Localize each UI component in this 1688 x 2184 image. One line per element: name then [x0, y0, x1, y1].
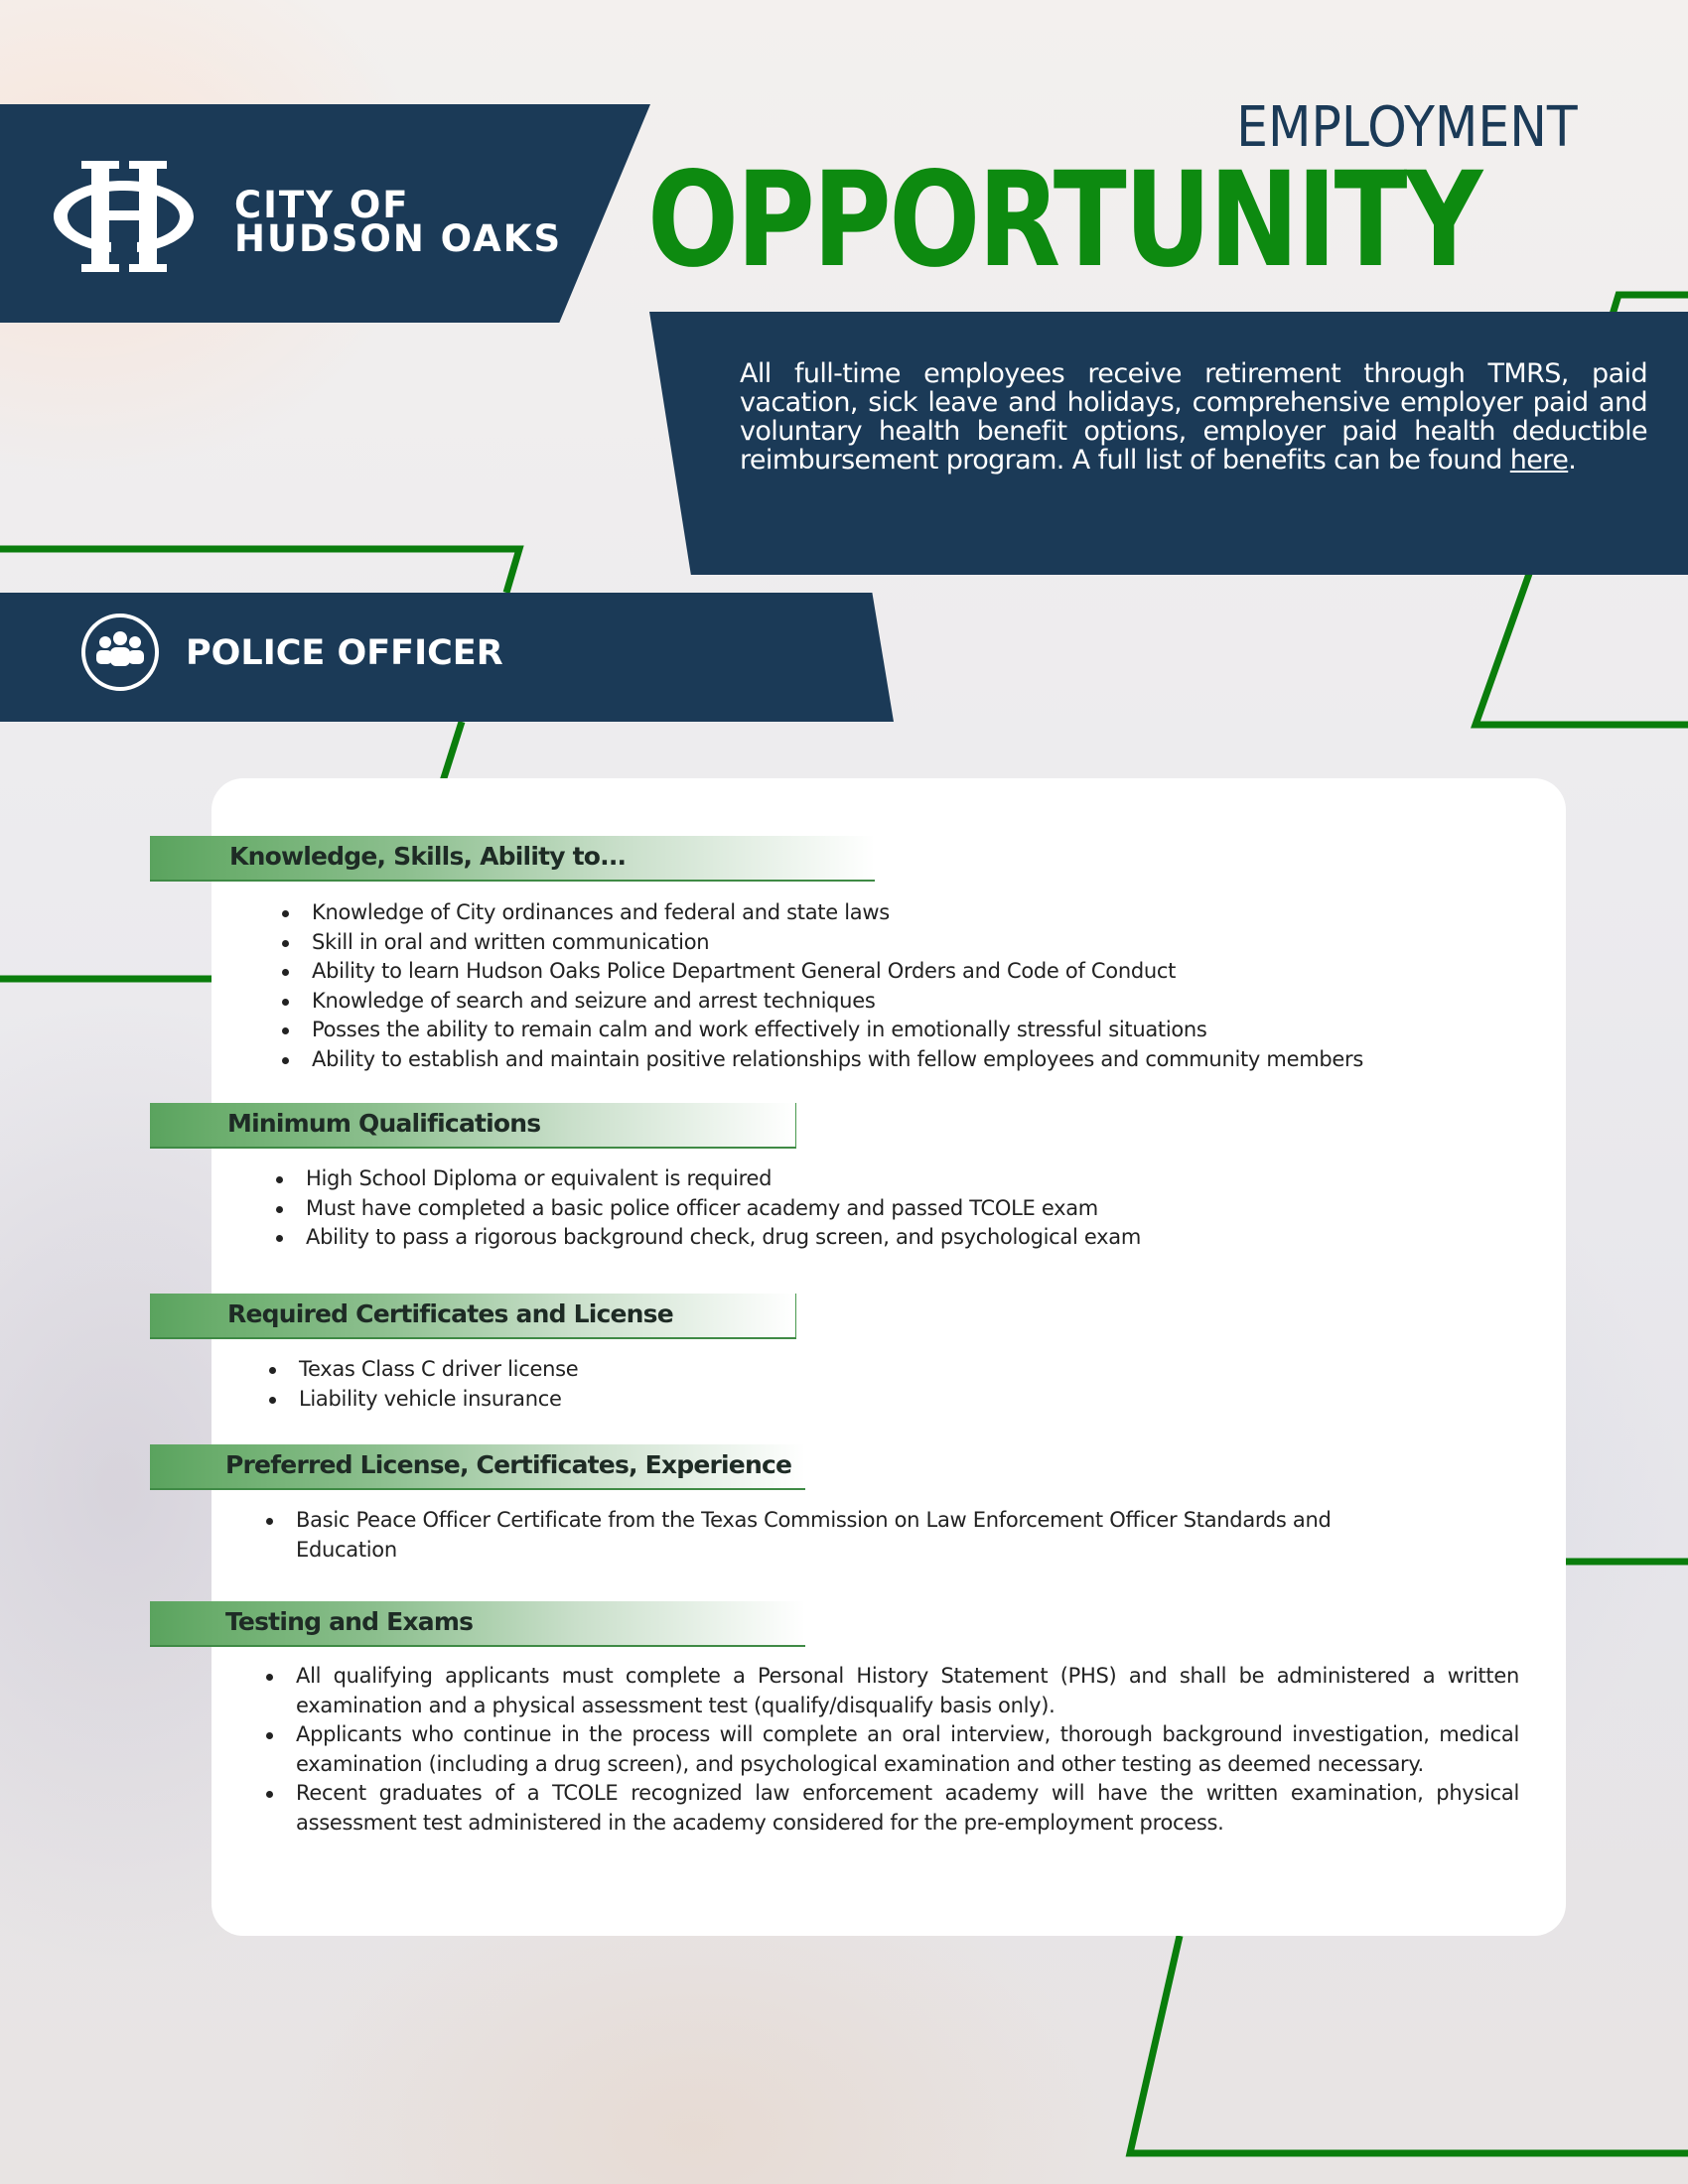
section-header-ksa [150, 836, 875, 882]
required-certificates-list [269, 1355, 1461, 1414]
list-item: Must have completed a basic police officer academy and passed TCOLE exam [276, 1194, 1468, 1224]
benefits-trailing: . [1568, 445, 1577, 476]
ksa-list [282, 898, 1474, 1075]
page-title: OPPORTUNITY [647, 144, 1480, 297]
list-item: High School Diploma or equivalent is required [276, 1164, 1468, 1194]
benefits-text [740, 359, 1647, 475]
minimum-qualifications-list [276, 1164, 1468, 1253]
list-item: Knowledge of City ordinances and federal and state laws [282, 898, 1474, 928]
section-header-required-certificates [150, 1294, 796, 1339]
list-item: Liability vehicle insurance [269, 1385, 1461, 1415]
section-header-preferred [150, 1444, 805, 1490]
section-header-testing [150, 1601, 805, 1647]
list-item: Knowledge of search and seizure and arrest techniques [282, 987, 1474, 1017]
org-name [234, 184, 563, 260]
group-people-icon [81, 614, 159, 691]
job-title: POLICE OFFICER [186, 633, 503, 673]
list-item: Recent graduates of a TCOLE recognized law enforcement academy will have the written examination, physical assessment test administered in the academy considered for the pre-employment process. [266, 1779, 1519, 1838]
testing-list [266, 1662, 1519, 1839]
org-name-line2: HUDSON OAKS [234, 217, 563, 260]
benefits-link[interactable]: here [1509, 445, 1569, 476]
hudson-oaks-logo-icon [52, 151, 196, 278]
preferred-list [266, 1506, 1398, 1565]
list-item: Applicants who continue in the process will complete an oral interview, thorough background investigation, medical examination (including a drug screen), and psychological examination and other testing as deemed necessary. [266, 1720, 1519, 1779]
section-heading: Preferred License, Certificates, Experience [225, 1450, 792, 1479]
list-item: Ability to pass a rigorous background check, drug screen, and psychological exam [276, 1223, 1468, 1253]
benefits-body: All full-time employees receive retirement through TMRS, paid vacation, sick leave and holidays, comprehensive employer paid and voluntary health benefit options, employer paid health deductible reimbursement program. A full list of benefits can be found [740, 358, 1647, 476]
list-item: Skill in oral and written communication [282, 928, 1474, 958]
list-item: Basic Peace Officer Certificate from the Texas Commission on Law Enforcement Officer Standards and Education [266, 1506, 1398, 1565]
section-heading: Minimum Qualifications [227, 1109, 541, 1138]
org-name-line1: CITY OF [234, 184, 410, 226]
list-item: All qualifying applicants must complete a Personal History Statement (PHS) and shall be administered a written examination and a physical assessment test (qualify/disqualify basis only). [266, 1662, 1519, 1720]
list-item: Texas Class C driver license [269, 1355, 1461, 1385]
section-header-minimum-qualifications [150, 1103, 796, 1149]
list-item: Ability to establish and maintain positive relationships with fellow employees and community members [282, 1045, 1474, 1075]
list-item: Ability to learn Hudson Oaks Police Department General Orders and Code of Conduct [282, 957, 1474, 987]
section-heading: Knowledge, Skills, Ability to... [229, 842, 627, 871]
list-item: Posses the ability to remain calm and work effectively in emotionally stressful situations [282, 1016, 1474, 1045]
section-heading: Testing and Exams [225, 1607, 474, 1636]
section-heading: Required Certificates and License [227, 1299, 673, 1328]
page-kicker: EMPLOYMENT [1236, 95, 1578, 160]
